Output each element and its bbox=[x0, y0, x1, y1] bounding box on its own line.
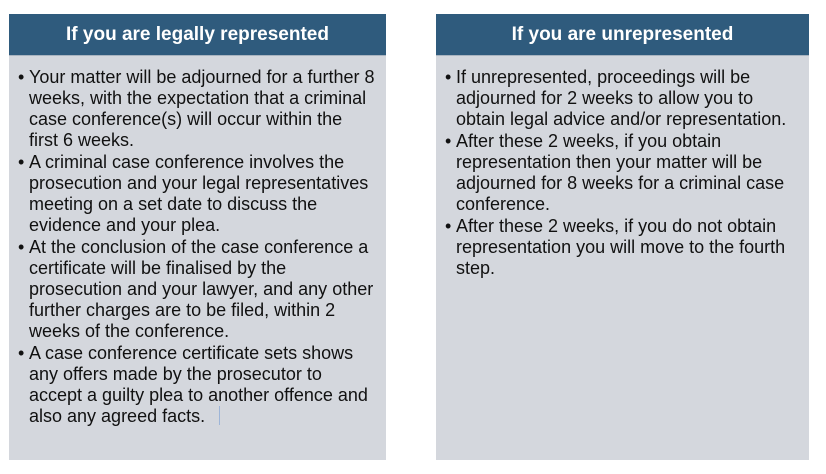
bullet-list[interactable] bbox=[445, 67, 799, 279]
text-cursor bbox=[219, 406, 220, 425]
legally-represented-panel bbox=[9, 14, 386, 460]
panel-title: If you are legally represented bbox=[9, 14, 386, 56]
list-item-text: At the conclusion of the case conference a certificate will be finalised by the prosecution and your lawyer, and any other further charges are to be filed, within 2 weeks of the conference. bbox=[29, 237, 374, 341]
list-item-text: A criminal case conference involves the prosecution and your legal representatives meeting on a set date to discuss the evidence and your plea. bbox=[29, 152, 369, 235]
panel-body bbox=[9, 56, 386, 427]
bullet-icon: • bbox=[18, 67, 25, 87]
bullet-icon: • bbox=[445, 67, 452, 87]
panel-title: If you are unrepresented bbox=[436, 14, 809, 56]
unrepresented-panel bbox=[436, 14, 809, 460]
list-item[interactable] bbox=[445, 216, 799, 279]
list-item-text: Your matter will be adjourned for a further 8 weeks, with the expectation that a criminal case conference(s) will occur within the first 6 weeks. bbox=[29, 67, 375, 150]
list-item-text: A case conference certificate sets shows any offers made by the prosecutor to accept a guilty plea to another offence and also any agreed facts. bbox=[29, 343, 368, 426]
panel-body bbox=[436, 56, 809, 279]
bullet-icon: • bbox=[445, 131, 452, 151]
list-item-text: If unrepresented, proceedings will be adjourned for 2 weeks to allow you to obtain legal advice and/or representation. bbox=[456, 67, 787, 129]
list-item-text: After these 2 weeks, if you obtain representation then your matter will be adjourned for 8 weeks for a criminal case conference. bbox=[456, 131, 785, 214]
bullet-icon: • bbox=[18, 237, 25, 257]
bullet-icon: • bbox=[18, 343, 25, 363]
list-item[interactable] bbox=[445, 67, 799, 130]
bullet-list[interactable] bbox=[18, 67, 376, 427]
list-item[interactable] bbox=[18, 237, 376, 342]
list-item[interactable] bbox=[18, 343, 376, 427]
list-item-text: After these 2 weeks, if you do not obtain representation you will move to the fourth step. bbox=[456, 216, 786, 278]
bullet-icon: • bbox=[18, 152, 25, 172]
list-item[interactable] bbox=[18, 152, 376, 236]
list-item[interactable] bbox=[445, 131, 799, 215]
bullet-icon: • bbox=[445, 216, 452, 236]
list-item[interactable] bbox=[18, 67, 376, 151]
